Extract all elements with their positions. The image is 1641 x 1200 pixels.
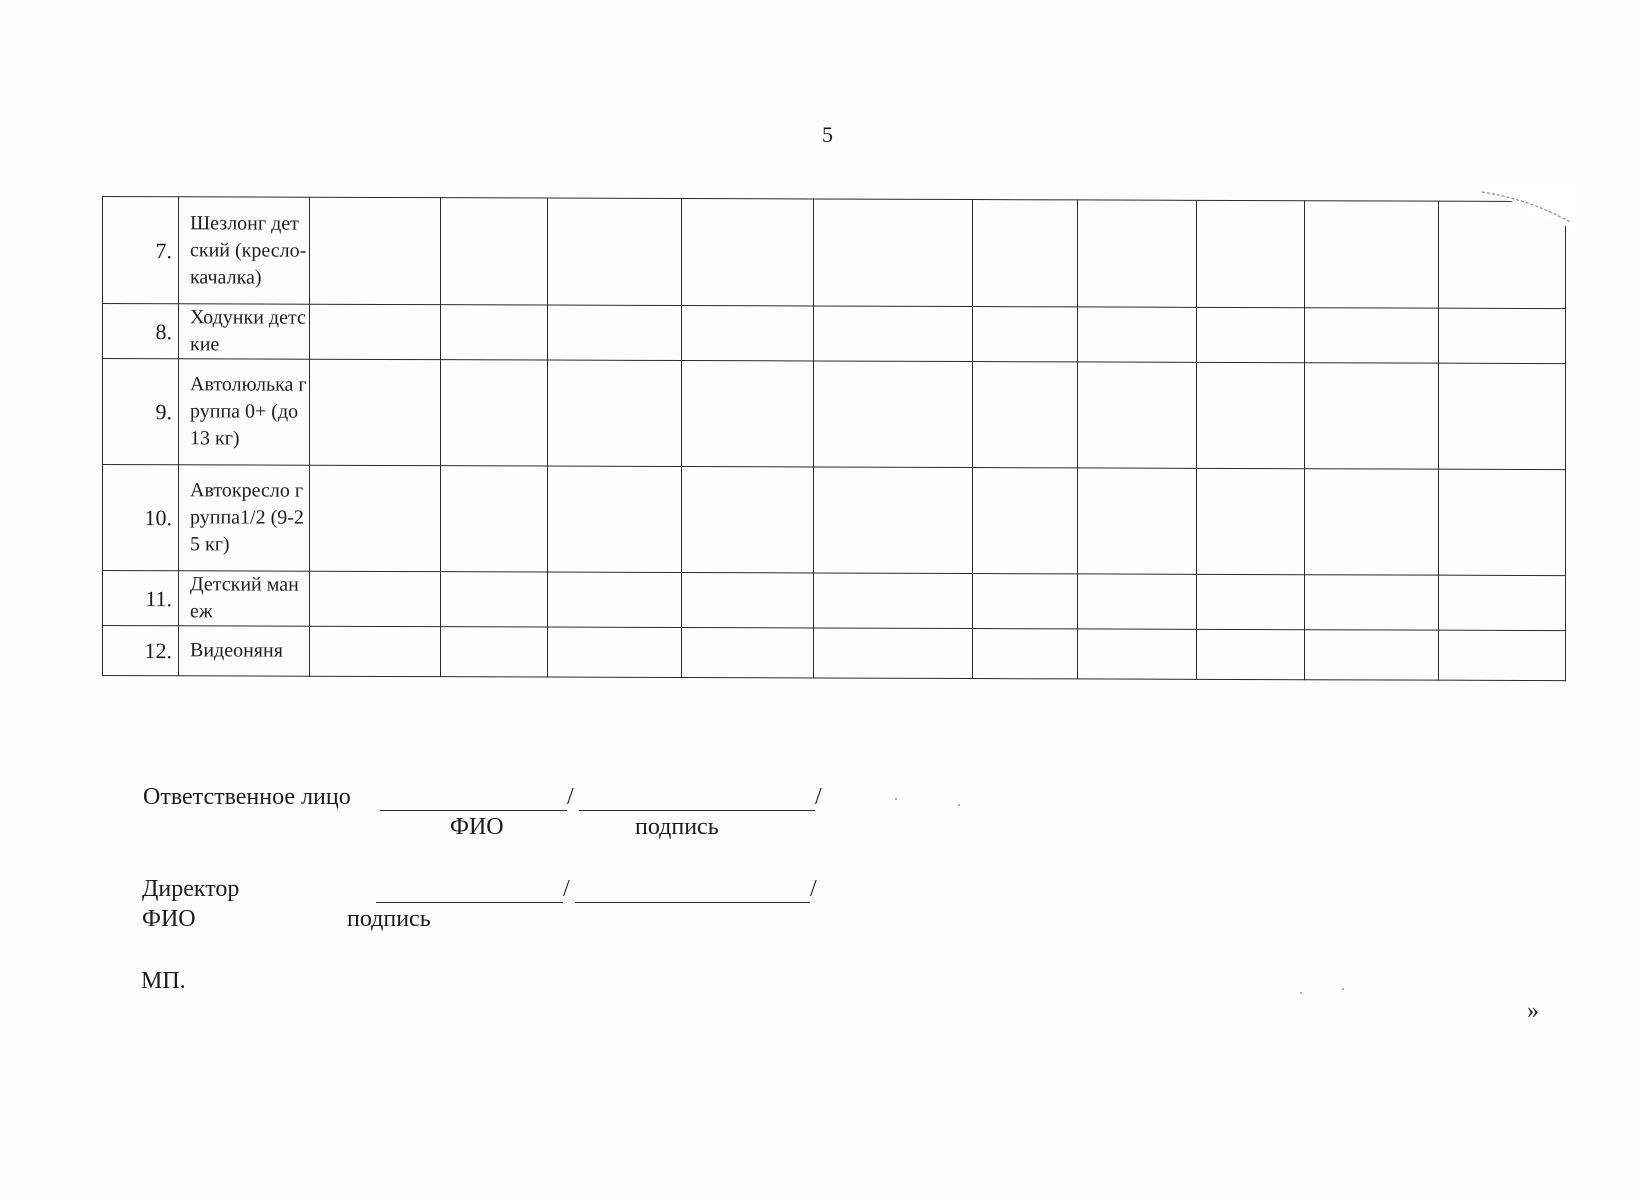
table-cell [814,573,973,629]
director-label: Директор [142,876,240,902]
table-cell [1197,629,1305,679]
equipment-table [102,196,1566,681]
row-number: 7. [103,197,179,304]
table-cell [1078,200,1197,307]
separator-slash: / [815,784,822,810]
director-fio-line [376,902,563,903]
table-cell [973,200,1078,307]
table-cell [441,360,548,466]
table-cell [682,467,814,573]
table-cell [1078,629,1197,679]
scan-speck [895,798,897,800]
table-cell [441,198,548,305]
table-cell [1305,363,1439,469]
item-name: Ходунки детские [179,304,310,359]
table-cell [1197,574,1305,629]
table-cell [441,627,548,677]
separator-slash: / [563,876,570,902]
responsible-fio-line [380,810,567,811]
responsible-sign-caption: подпись [635,814,719,840]
separator-slash: / [810,876,817,902]
table-cell [1197,468,1305,574]
separator-slash: / [567,784,574,810]
table-cell [682,573,814,628]
table-cell [814,628,973,679]
table-cell [1305,201,1439,308]
table-cell [1439,363,1566,469]
table-cell [1078,468,1197,574]
table-cell [1305,308,1439,363]
table-cell [1078,307,1197,362]
item-name: Детский манеж [179,571,310,626]
table-cell [548,305,682,360]
table-cell [441,466,548,572]
row-number: 10. [103,465,179,571]
table-cell [682,306,814,361]
row-number: 9. [103,359,179,465]
table-cell [1078,574,1197,629]
table-cell [310,359,441,465]
table-cell [310,626,441,676]
table-cell [1197,200,1305,307]
director-fio-caption: ФИО [142,906,196,932]
row-number: 12. [103,626,179,676]
table-cell [814,306,973,362]
responsible-fio-caption: ФИО [450,814,504,840]
director-sign-caption: подпись [347,906,431,932]
table-cell [441,572,548,627]
table-cell [1305,630,1439,680]
table-cell [1439,575,1566,630]
table-row [103,571,1566,631]
row-number: 8. [103,304,179,359]
table-row [103,359,1566,470]
table-cell [548,572,682,627]
item-name: Видеоняня [179,626,310,676]
table-cell [1305,469,1439,575]
table-cell [548,360,682,466]
table-cell [973,362,1078,468]
table-row [103,626,1566,681]
table-cell [1439,308,1566,363]
table-cell [814,467,973,574]
scan-speck [1300,992,1302,994]
table-cell [1197,307,1305,362]
table-cell [548,627,682,677]
director-sign-line [575,902,810,903]
scan-speck [958,804,960,806]
table-cell [973,468,1078,574]
table-cell [441,305,548,360]
page-number: 5 [822,122,833,147]
table-cell [973,629,1078,679]
item-name: Автолюлька группа 0+ (до 13 кг) [179,359,310,465]
responsible-label: Ответственное лицо [143,784,351,810]
table-cell [814,361,973,468]
table-cell [1197,362,1305,468]
table-cell [310,304,441,359]
table-cell [682,628,814,678]
scan-speck [1342,988,1344,990]
stamp-placeholder: МП. [141,968,186,994]
row-number: 11. [103,571,179,626]
responsible-sign-line [579,810,815,811]
table-cell [973,307,1078,362]
table-cell [682,199,814,306]
table-cell [682,361,814,467]
table-cell [1305,575,1439,630]
table-cell [310,571,441,626]
table-cell [973,574,1078,629]
table-cell [310,197,441,304]
table-cell [1439,469,1566,575]
table-row [103,197,1566,309]
closing-quote: » [1527,998,1539,1024]
table-cell [310,465,441,571]
item-name: Автокресло группа1/2 (9-25 кг) [179,465,310,571]
table-cell [548,198,682,305]
table-cell [1439,630,1566,680]
table-cell [1078,362,1197,468]
scan-corner-fold [1478,186,1574,230]
table-cell [548,466,682,572]
item-name: Шезлонг детский (кресло-качалка) [179,197,310,304]
table-cell [814,199,973,307]
table-row [103,465,1566,576]
table-row [103,304,1566,364]
